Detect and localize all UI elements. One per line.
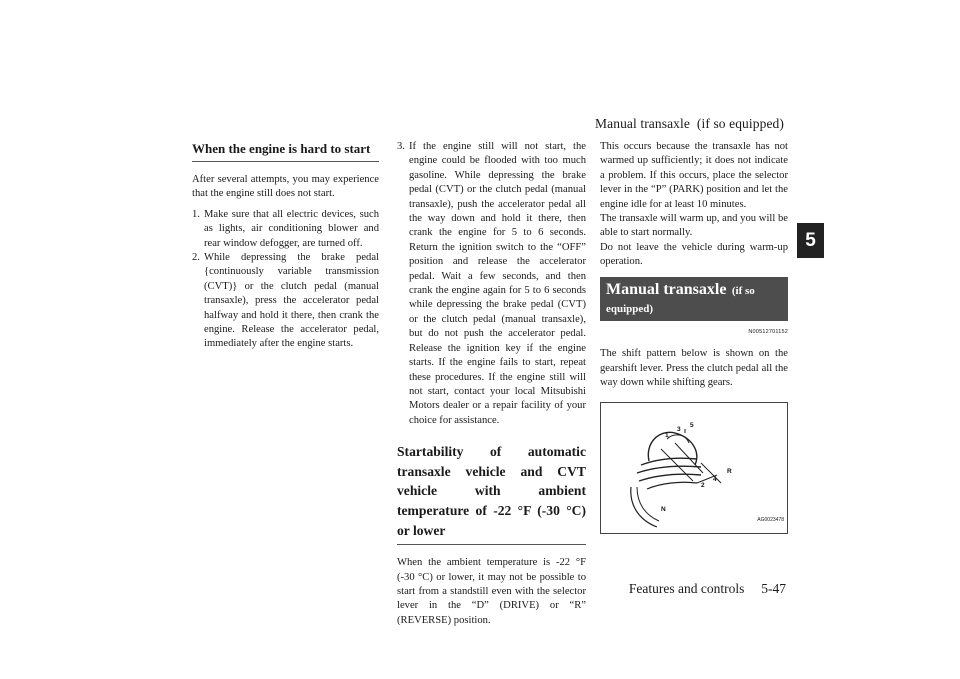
warmup-paragraph-3: Do not leave the vehicle during warm-up operation.: [600, 241, 788, 268]
step-text: If the engine still will not start, the engine could be flooded with too much gasoline. While depressing the brake pedal (CVT) or the clutch pedal (manual transaxle), push the accelerator pedal all the way down and hold it there, then crank the engine for 5 to 6 seconds. Return the ignition switch to the “OFF” position and release the accelerator pedal. Wait a few seconds, and then crank the engine again for 5 to 6 seconds while depressing the brake pedal (CVT) or the clutch pedal (manual transaxle), but do not push the accelerator pedal. Release the ignition key if the engine starts. If the engine fails to start, repeat these procedures. If the engine still will not start, contact your local Mitsubishi Motors dealer or a repair facility of your choice for assistance.: [409, 141, 586, 426]
step-text: Make sure that all electric devices, such as lights, air conditioning blower and rear window defogger, are turned off.: [204, 208, 379, 249]
shift-pattern-paragraph: The shift pattern below is shown on the gearshift lever. Press the clutch pedal all the way down while shifting gears.: [600, 348, 788, 389]
steps-list: [192, 208, 379, 352]
gear-label-5: 5: [690, 421, 694, 429]
gear-label-r: R: [727, 467, 732, 475]
heading-qualifier: (if so: [731, 284, 755, 297]
column-3: [600, 140, 788, 534]
step-number: 3.: [397, 141, 405, 152]
figure-id: AG0023478: [757, 517, 784, 524]
step-text: While depressing the brake pedal {continuously variable transmission (CVT)} or the clutch pedal (manual transaxle), press the accelerator pedal halfway and hold it there, then crank the engine. Release the accelerator pedal, immediately after the engine starts.: [204, 252, 379, 350]
intro-paragraph: After several attempts, you may experience that the engine still does not start.: [192, 174, 379, 200]
reference-code: N00512701152: [748, 329, 788, 336]
shift-pattern-figure: [600, 402, 788, 534]
heading-qualifier-2: equipped): [606, 302, 654, 315]
running-header: Manual transaxle (if so equipped): [595, 116, 784, 131]
manual-transaxle-heading: [600, 277, 788, 321]
column-1: [192, 140, 379, 352]
heading-main: Manual transaxle: [606, 280, 727, 298]
list-item: [397, 140, 586, 428]
step-number: 2.: [192, 252, 200, 264]
gear-label-n: N: [661, 505, 666, 513]
step-number: 1.: [192, 208, 200, 220]
gear-label-1: 1: [665, 431, 669, 439]
gear-label-4: 4: [713, 475, 717, 483]
running-footer: Features and controls 5-47: [628, 581, 786, 596]
gear-label-3: 3: [677, 425, 681, 433]
column-2: [397, 140, 586, 628]
list-item: [192, 251, 379, 352]
steps-list-continued: [397, 140, 586, 428]
list-item: [192, 208, 379, 251]
warmup-paragraph-2: The transaxle will warm up, and you will be able to start normally.: [600, 213, 788, 239]
section-heading-cold-start: Startability of automatic transaxle vehicle and CVT vehicle with ambient temperature of -22 °F (-30 °C) or lower: [397, 442, 586, 545]
chapter-tab: 5: [797, 223, 824, 258]
section-heading-hard-start: When the engine is hard to start: [192, 140, 379, 162]
warmup-paragraph: This occurs because the transaxle has not warmed up sufficiently; it does not indicate a problem. If this occurs, place the selector lever in the “P” (PARK) position and let the engine idle for at least 10 minutes.: [600, 141, 788, 210]
gear-label-2: 2: [701, 481, 705, 489]
cold-start-paragraph: When the ambient temperature is -22 °F (-30 °C) or lower, it may not be possible to start from a standstill even with the selector lever in the “D” (DRIVE) or “R” (REVERSE) position.: [397, 557, 586, 626]
